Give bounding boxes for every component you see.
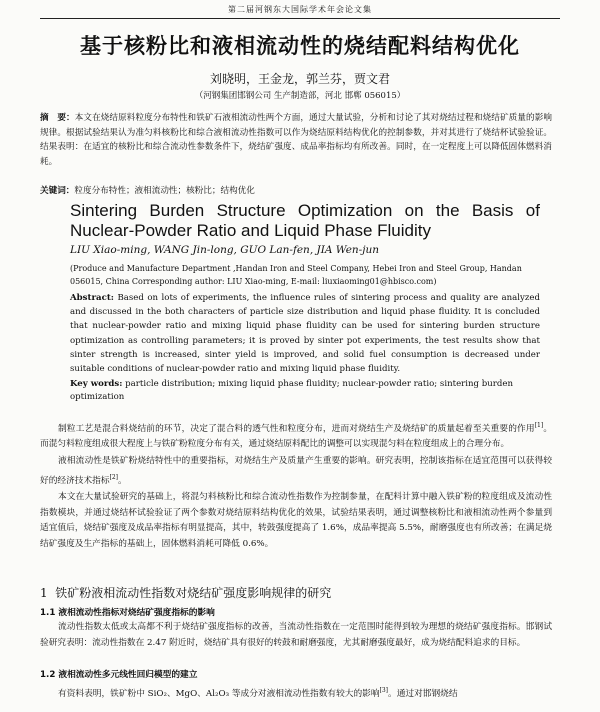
keywords-label-en: Key words: — [70, 379, 123, 389]
affiliation-cn: （河钢集团邯钢公司 生产制造部，河北 邯郸 056015） — [194, 91, 406, 101]
title-word: the — [435, 201, 460, 220]
paragraph: 本文在大量试验研究的基础上，将混匀料核粉比和综合流动性指数作为控制参量，在配料计算中融入铁矿粉的粒度组成及流动性指数模块，并通过烧结杯试验验证了两个参数对烧结原料结构优化的效果，试验结果表明，通过调整核粉比和液相流动性两个参量到适宜值后，烧结矿强度及成品率指标有明显提高，其中，转鼓强度提高了 1.6%，成品率提高 5.5%，耐磨强度也有所改善；在满足烧结矿强度及生产指标的基础上，固体燃料消耗可降低 0.6%。 — [40, 492, 552, 549]
paragraph-text: 有资料表明，铁矿粉中 SiO₂、MgO、Al₂O₃ 等成分对液相流动性指数有较大的影响 — [58, 688, 380, 699]
citation: [3] — [379, 687, 389, 694]
keywords-text-cn: 粒度分布特性；液相流动性；核粉比；结构优化 — [74, 186, 255, 196]
keywords-en — [70, 378, 540, 404]
title-line-2: Nuclear-Powder Ratio and Liquid Phase Fluidity — [70, 221, 431, 240]
paper-title-cn: 基于核粉比和液相流动性的烧结配料结构优化 — [80, 34, 520, 58]
title-word: Sintering — [70, 201, 138, 220]
paragraph-text: 。而混匀料粒度组成很大程度上与铁矿粉粒度分布有关，通过烧结原料配比的调整可以实现混匀料在粒度组成上的合理分布。 — [40, 423, 553, 450]
paragraph — [40, 418, 552, 453]
abstract-en — [70, 291, 540, 376]
title-word: Burden — [149, 201, 205, 220]
title-word: Structure — [216, 201, 286, 220]
abstract-text-cn: 本文在烧结原料粒度分布特性和铁矿石液相流动性两个方面，通过大量试验，分析和讨论了其对烧结过程和烧结矿质量的影响规律。根据试验结果认为准匀料核粉比和综合液相流动性指数可以作为烧结原料结构优化的控制参数，并对其进行了烧结杯试验验证。结果表明：在适宜的核粉比和综合流动性参数条件下，烧结矿强度、成品率指标均有所改善。同时，在一定程度上可以降低固体燃料消耗。 — [40, 113, 552, 167]
title-word: of — [525, 201, 540, 220]
section-number: 1 — [40, 586, 48, 600]
authors-cn: 刘晓明，王金龙，郭兰芬，贾文君 — [209, 72, 390, 86]
running-header: 第二届河钢东大国际学术年会论文集 — [40, 4, 560, 19]
paragraph — [40, 454, 552, 489]
subsection-heading: 1.2 液相流动性多元线性回归模型的建立 — [40, 670, 198, 680]
paragraph-text: 。通过对邯钢烧结 — [388, 688, 458, 699]
abstract-cn — [40, 111, 552, 169]
abstract-label-en: Abstract: — [70, 293, 114, 303]
authors-en: LIU Xiao-ming, WANG Jin-long, GUO Lan-fen, JIA Wen-jun — [70, 244, 380, 256]
section-title: 铁矿粉液相流动性指数对烧结矿强度影响规律的研究 — [55, 586, 332, 600]
paragraph-text: 。 — [118, 475, 127, 486]
title-word: on — [404, 201, 424, 220]
title-line-1 — [70, 201, 540, 221]
keywords-label-cn: 关键词： — [40, 186, 75, 196]
affiliation-en: (Produce and Manufacture Department ,Handan Iron and Steel Company, Hebei Iron and Steel Group, Handan 056015, China Corresponding author: LIU Xiao-ming, E-mail: liuxiaoming01@hbisco.com) — [70, 264, 522, 286]
paragraph-text: 制粒工艺是混合料烧结前的环节，决定了混合料的透气性和粒度分布，进而对烧结生产及烧结矿的质量起着至关重要的作用 — [58, 423, 535, 434]
subsection-heading: 1.1 液相流动性指标对烧结矿强度指标的影响 — [40, 608, 215, 618]
paper-title-en — [70, 201, 540, 241]
keywords-cn — [40, 184, 552, 196]
subsection-paragraph — [40, 683, 552, 702]
section-heading — [40, 584, 560, 601]
abstract-label-cn: 摘 要： — [40, 113, 75, 123]
subsection-paragraph: 流动性指数太低或太高都不利于烧结矿强度指标的改善，当流动性指数在一定范围时能得到较为理想的烧结矿强度指标。邯钢试验研究表明：流动性指数在 2.47 附近时，烧结矿具有很好的转鼓和耐磨强度，尤其耐磨强度最好，成为烧结配料追求的目标。 — [40, 622, 552, 648]
introduction — [40, 418, 552, 554]
citation: [2] — [109, 473, 118, 481]
citation: [1] — [534, 422, 544, 429]
abstract-text-en: Based on lots of experiments, the influence rules of sintering process and quality are analyzed and discussed in the both characters of particle size distribution and liquid phase fluidity. It is concluded that nuclear-powder ratio and mixing liquid phase fluidity can be used for sintering burden structure optimization as controlling parameters; it is proved by sinter pot experiments, the test results show that sinter strength is increased, sinter yield is improved, and solid fuel consumption is decreased under suitable conditions of nuclear-powder ratio and mixing liquid phase fluidity. — [70, 293, 541, 375]
title-word: Basis — [471, 201, 514, 220]
title-word: Optimization — [297, 201, 393, 220]
keywords-text-en: particle distribution; mixing liquid phase fluidity; nuclear-powder ratio; sintering burden optimization — [70, 379, 514, 402]
paragraph-text: 液相流动性是铁矿粉烧结特性中的重要指标，对烧结生产及质量产生重要的影响。研究表明，控制该指标在适宜范围可以获得较好的经济技术指标 — [40, 456, 552, 486]
